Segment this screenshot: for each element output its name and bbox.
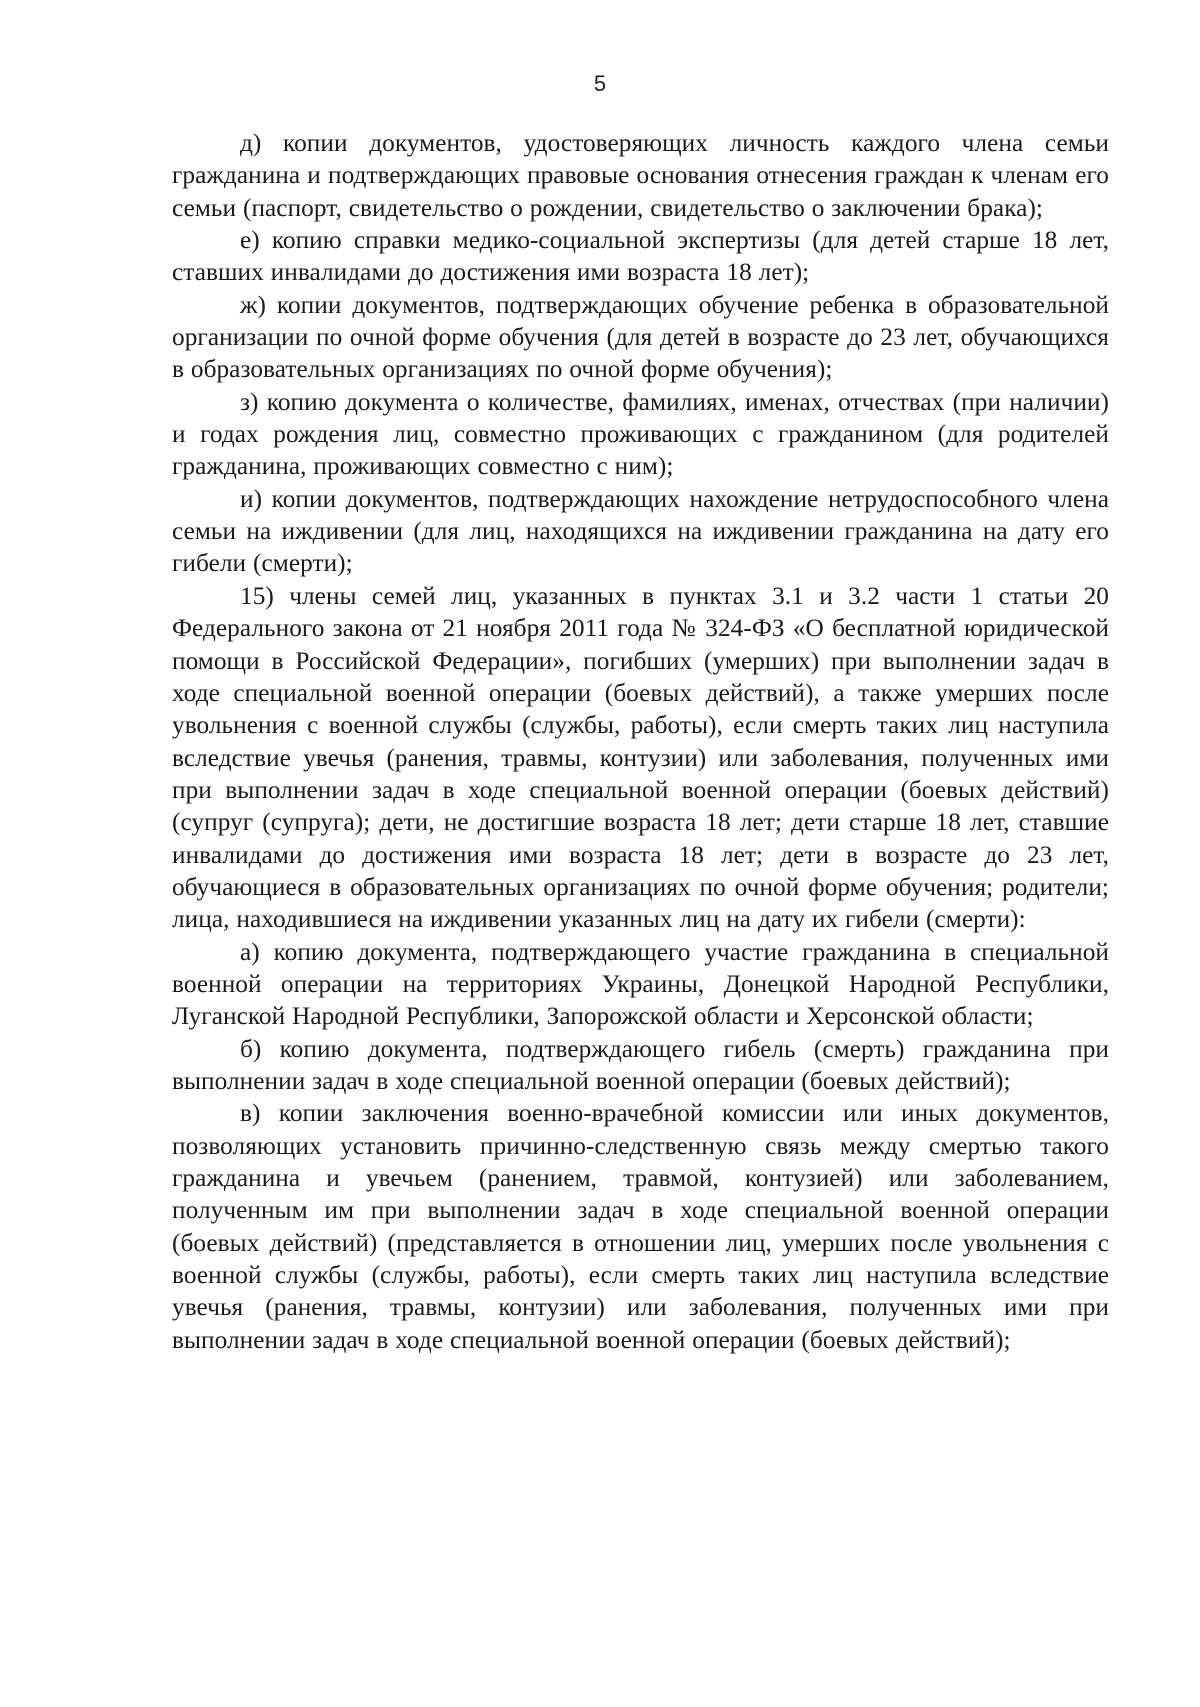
paragraph-z-household-document: з) копию документа о количестве, фамилиях, именах, отчествах (при наличии) и годах рождения лиц, совместно проживающих с гражданином (для родителей гражданина, проживающих совместно с ним);: [172, 387, 1109, 481]
page-number: 5: [593, 71, 607, 96]
paragraph-15-family-members: 15) члены семей лиц, указанных в пунктах 3.1 и 3.2 части 1 статьи 20 Федерального закона от 21 ноября 2011 года № 324-ФЗ «О бесплатной юридической помощи в Российской Федерации», погибших (умерших) при выполнении задач в ходе специальной военной операции (боевых действий), а также умерших после увольнения с военной службы (службы, работы), если смерть таких лиц наступила вследствие увечья (ранения, травмы, контузии) или заболевания, полученных ими при выполнении задач в ходе специальной военной операции (боевых действий) (супруг (супруга); дети, не достигшие возраста 18 лет; дети старше 18 лет, ставшие инвалидами до достижения ими возраста 18 лет; дети в возрасте до 23 лет, обучающиеся в образовательных организациях по очной форме обучения; родители; лица, находившиеся на иждивении указанных лиц на дату их гибели (смерти):: [172, 581, 1109, 934]
paragraph-zh-education-documents: ж) копии документов, подтверждающих обучение ребенка в образовательной организации по очной форме обучения (для детей в возрасте до 23 лет, обучающихся в образовательных организациях по очной форме обучения);: [172, 290, 1109, 384]
paragraph-v-medical-commission: в) копии заключения военно-врачебной комиссии или иных документов, позволяющих установить причинно-следственную связь между смертью такого гражданина и увечьем (ранением, травмой, контузией) или заболеванием, полученным им при выполнении задач в ходе специальной военной операции (боевых действий) (представляется в отношении лиц, умерших после увольнения с военной службы (службы, работы), если смерть таких лиц наступила вследствие увечья (ранения, травмы, контузии) или заболевания, полученных ими при выполнении задач в ходе специальной военной операции (боевых действий);: [172, 1099, 1109, 1354]
paragraph-d-identity-documents: д) копии документов, удостоверяющих личность каждого члена семьи гражданина и подтверждающих правовые основания отнесения граждан к членам его семьи (паспорт, свидетельство о рождении, свидетельство о заключении брака);: [172, 129, 1109, 222]
paragraph-e-medical-expertise: е) копию справки медико-социальной экспертизы (для детей старше 18 лет, ставших инвалидами до достижения ими возраста 18 лет);: [172, 226, 1109, 287]
paragraph-i-dependency-documents: и) копии документов, подтверждающих нахождение нетрудоспособного члена семьи на иждивении (для лиц, находящихся на иждивении гражданина на дату его гибели (смерти);: [172, 484, 1109, 578]
paragraph-a-participation-document: а) копию документа, подтверждающего участие гражданина в специальной военной операции на территориях Украины, Донецкой Народной Республики, Луганской Народной Республики, Запорожской области и Херсонской области;: [172, 937, 1109, 1031]
document-body: [172, 127, 1109, 1356]
paragraph-b-death-document: б) копию документа, подтверждающего гибель (смерть) гражданина при выполнении задач в ходе специальной военной операции (боевых действий);: [172, 1034, 1109, 1095]
